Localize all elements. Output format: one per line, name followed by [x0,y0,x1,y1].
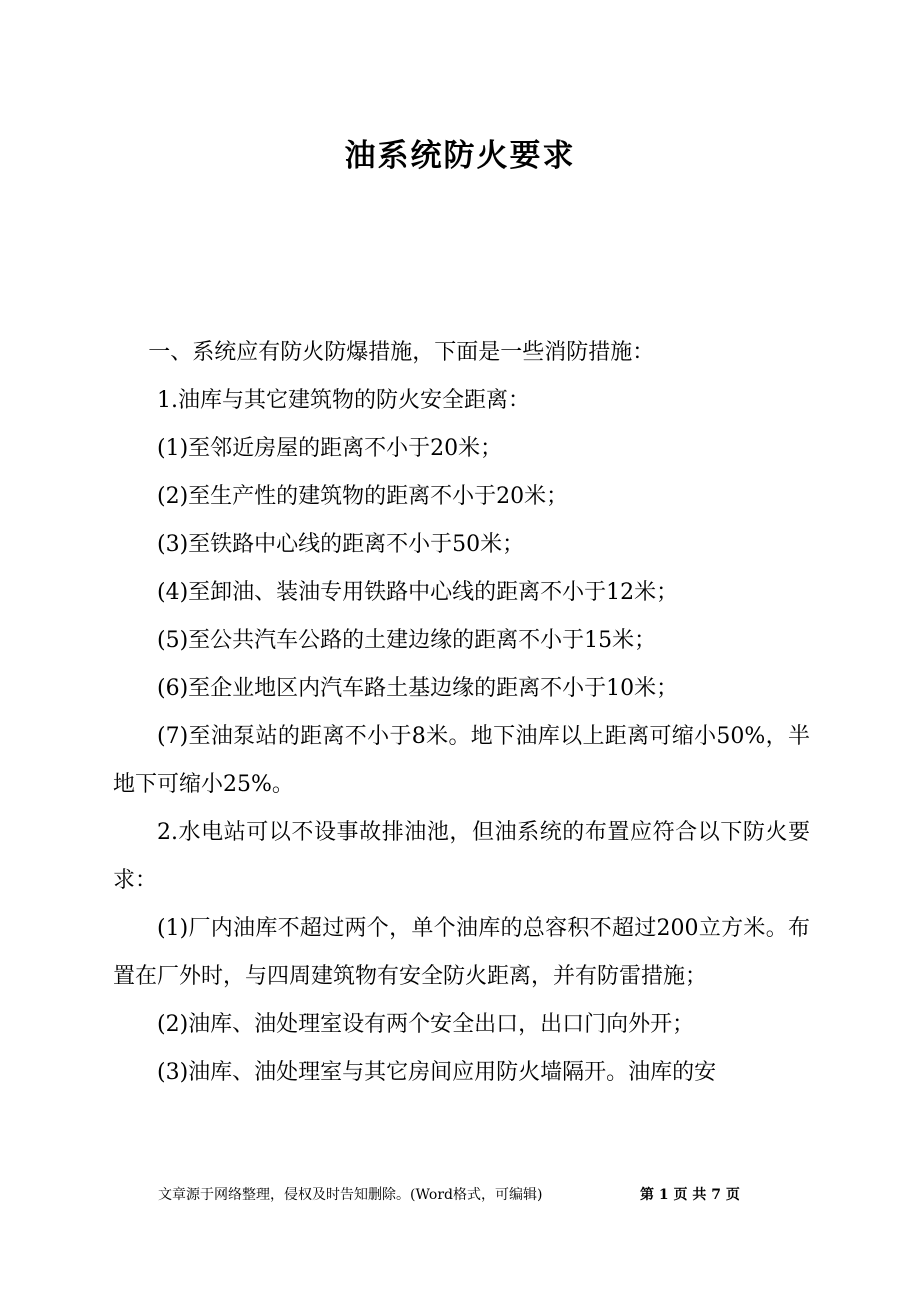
paragraph: (1)厂内油库不超过两个，单个油库的总容积不超过200立方米。布置在厂外时，与四周建筑物有安全防火距离，并有防雷措施； [113,916,810,989]
document-title: 油系统防火要求 [344,138,576,174]
paragraph: 1.油库与其它建筑物的防火安全距离： [157,388,530,413]
page-label-middle: 页 共 [673,1187,707,1203]
paragraph: (1)至邻近房屋的距离不小于20米； [157,436,503,461]
paragraph: 一、系统应有防火防爆措施，下面是一些消防措施： [148,340,655,365]
paragraph: (3)至铁路中心线的距离不小于50米； [157,532,525,557]
document-body [113,329,810,1097]
page-number [640,1185,740,1205]
paragraph: (2)至生产性的建筑物的距离不小于20米； [157,484,569,509]
page-label-prefix: 第 [640,1187,654,1203]
paragraph: (3)油库、油处理室与其它房间应用防火墙隔开。油库的安 [157,1060,717,1085]
paragraph: (2)油库、油处理室设有两个安全出口，出口门向外开； [157,1012,695,1037]
paragraph: 2.水电站可以不设事故排油池，但油系统的布置应符合以下防火要求： [113,820,810,893]
page-current: 1 [658,1187,669,1203]
paragraph: (7)至油泵站的距离不小于8米。地下油库以上距离可缩小50%，半地下可缩小25%。 [113,724,810,797]
page-label-suffix: 页 [725,1187,740,1203]
paragraph: (4)至卸油、装油专用铁路中心线的距离不小于12米； [157,580,679,605]
page-total: 7 [711,1187,721,1203]
paragraph: (5)至公共汽车公路的土建边缘的距离不小于15米； [157,628,657,653]
paragraph: (6)至企业地区内汽车路土基边缘的距离不小于10米； [157,676,679,701]
footer-note: 文章源于网络整理，侵权及时告知删除。(Word格式，可编辑) [158,1187,543,1203]
